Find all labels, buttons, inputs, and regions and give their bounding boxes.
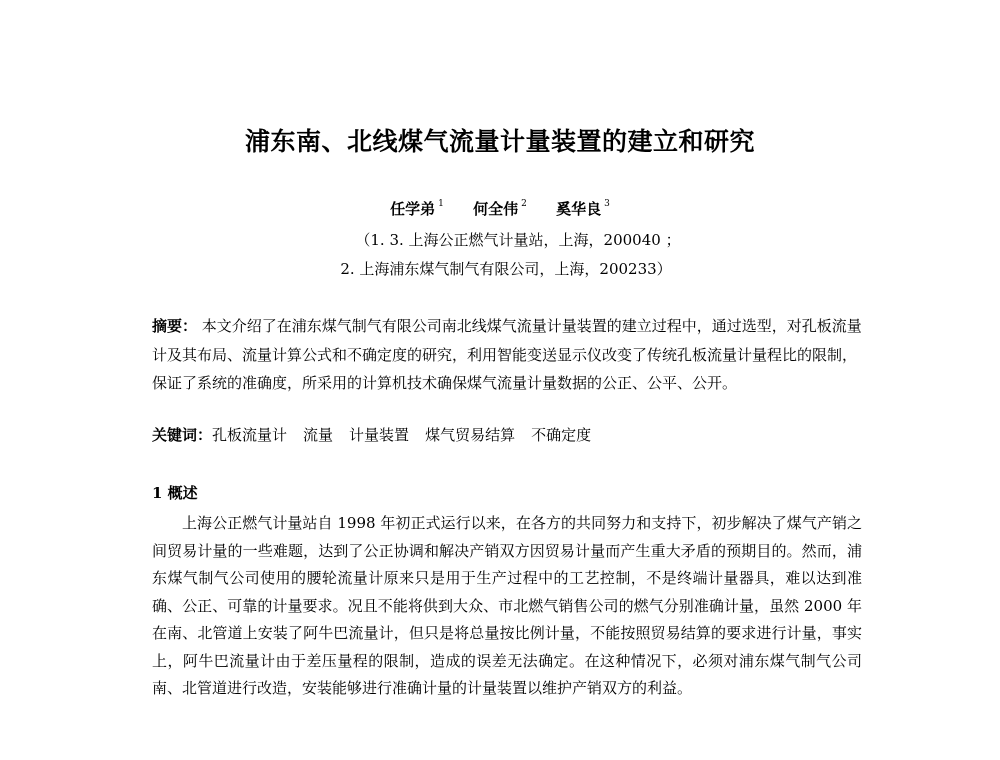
author-name: 任学弟 — [390, 200, 436, 218]
abstract — [152, 312, 862, 398]
author-list — [0, 198, 1000, 219]
abstract-label: 摘要： — [152, 317, 198, 335]
keyword: 不确定度 — [531, 426, 592, 444]
abstract-text: 本文介绍了在浦东煤气制气有限公司南北线煤气流量计量装置的建立过程中，通过选型，对孔板流量计及其布局、流量计算公式和不确定度的研究，利用智能变送显示仪改变了传统孔板流量计量程比的限制，保证了系统的准确度，所采用的计算机技术确保煤气流量计量数据的公正、公平、公开。 — [152, 317, 862, 392]
author-affiliation-mark: 1 — [438, 199, 444, 209]
section-heading: 1 概述 — [152, 484, 198, 502]
affiliation-line-2: 2. 上海浦东煤气制气有限公司，上海，200233） — [340, 260, 672, 278]
author-name: 奚华良 — [556, 200, 602, 218]
author — [390, 198, 444, 219]
keyword: 煤气贸易结算 — [425, 426, 516, 444]
section-paragraph: 上海公正燃气计量站自 1998 年初正式运行以来，在各方的共同努力和支持下，初步解决了煤气产销之间贸易计量的一些难题，达到了公正协调和解决产销双方因贸易计量而产生重大矛盾的预期目的。然而，浦东煤气制气公司使用的腰轮流量计原来只是用于生产过程中的工艺控制，不是终端计量器具，难以达到准确、公正、可靠的计量要求。况且不能将供到大众、市北燃气销售公司的燃气分别准确计量，虽然 2000 年在南、北管道上安装了阿牛巴流量计，但只是将总量按比例计量，不能按照贸易结算的要求进行计量，事实上，阿牛巴流量计由于差压量程的限制，造成的误差无法确定。在这种情况下，必须对浦东煤气制气公司南、北管道进行改造，安装能够进行准确计量的计量装置以维护产销双方的利益。 — [152, 514, 862, 697]
author-affiliation-mark: 3 — [604, 199, 610, 209]
affiliation-line-1: （1. 3. 上海公正燃气计量站，上海，200040 ； — [355, 231, 681, 249]
keywords-label: 关键词： — [152, 426, 213, 444]
keyword: 计量装置 — [349, 426, 410, 444]
author-name: 何全伟 — [473, 200, 519, 218]
author — [556, 198, 610, 219]
keyword: 流量 — [303, 426, 334, 444]
author — [473, 198, 527, 219]
keywords — [152, 424, 862, 445]
paper-title: 浦东南、北线煤气流量计量装置的建立和研究 — [244, 127, 755, 156]
keyword: 孔板流量计 — [212, 426, 288, 444]
author-affiliation-mark: 2 — [521, 199, 527, 209]
